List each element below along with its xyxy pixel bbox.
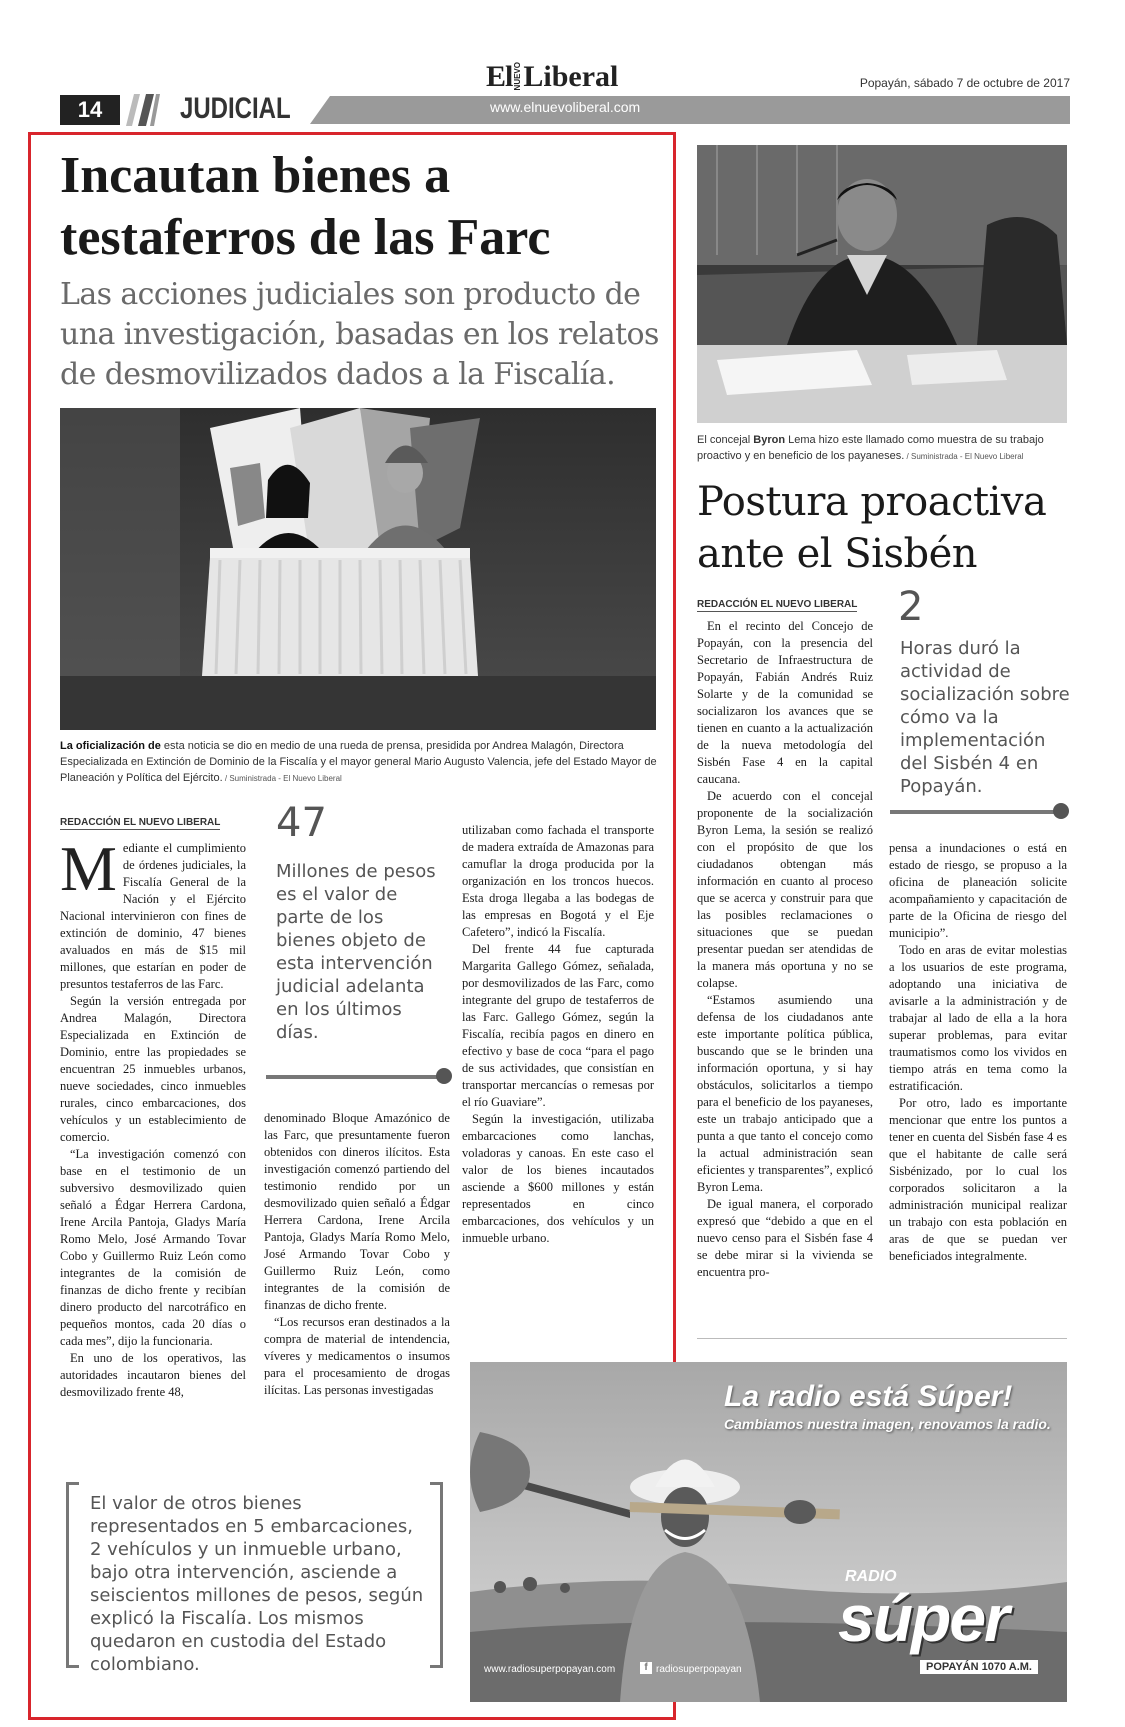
paragraph: “Estamos asumiendo una defensa de los ciudadanos ante este importante política pública, buscando que se le brinden una información oportuna, y si hay obstáculos, solicitarlos a tiempo para el beneficio de los payaneses, este un trabajo anticipado que a punta a que tanto el concejo como la actual administración sean eficientes y transparentes”, explicó Byron Lema.	[697, 993, 873, 1194]
main-subhead: Las acciones judiciales son producto de una investigación, basadas en los relatos de desmovilizados dados a la Fiscalía.	[60, 277, 659, 392]
article-column-2	[264, 1110, 450, 1399]
page-number: 14	[60, 95, 120, 125]
ad-brand: súper	[838, 1581, 1008, 1655]
byline: REDACCIÓN EL NUEVO LIBERAL	[697, 599, 858, 610]
paragraph: denominado Bloque Amazónico de las Farc, que presuntamente fueron obtenidos con dineros ilícitos. Esta investigación comenzó partiendo del testimonio rendido por un desmovilizado quien señaló a Édgar Herrera Cardona, Irene Arcila Pantoja, Gladys María Romo Melo, José Armando Tovar Cobo y Guillermo Ruiz León, como integrantes de la comisión de finanzas de dicho frente.	[264, 1111, 450, 1312]
paragraph: De igual manera, el corporado expresó que “debido a que en el nuevo censo para el Sisbén fase 4 se debe mirar si la vivienda se encuentra pro-	[697, 1197, 873, 1279]
stat-dot-icon	[436, 1068, 452, 1084]
ad-city: POPAYÁN 1070 A.M.	[920, 1660, 1038, 1674]
stat-dot-icon	[1053, 803, 1069, 819]
ad-divider	[697, 1338, 1067, 1339]
dateline: Popayán, sábado 7 de octubre de 2017	[859, 76, 1070, 90]
press-conference-photo	[60, 408, 656, 730]
stat-number-2: 2	[898, 584, 924, 630]
drop-cap: M	[60, 833, 117, 904]
ad-facebook[interactable]: radiosuperpopayan	[656, 1664, 742, 1675]
ad-subtitle: Cambiamos nuestra imagen, renovamos la radio.	[724, 1416, 1051, 1432]
caption-pre: El concejal	[697, 434, 754, 446]
website-link[interactable]: www.elnuevoliberal.com	[490, 99, 641, 115]
paragraph: De acuerdo con el concejal proponente de la socialización Byron Lema, la sesión se realizó con el propósito de que los ciudadanos obtengan más información en cuanto al proceso que se acerca y construir para que las posibles reclamaciones o situaciones que se puedan presentar puedan ser atendidas de la manera más oportuna y no se colapse.	[697, 789, 873, 990]
paragraph: Todo en aras de evitar molestias a los usuarios de este programa, adoptando una iniciativa de avisarle a la administración y de trabajar al lado de ella a la hora superar problemas, para evitar traumatismos como los vividos en tiempo atrás en tema como la estratificación.	[889, 943, 1067, 1093]
paragraph: En el recinto del Concejo de Popayán, con la presencia del Secretario de Infraestructura de Popayán, Fabián Andrés Ruiz Solarte y de la comunidad se socializaron los avances que se tienen en cuanto a la actualización de la nueva metodología del Sisbén Fase 4 en la capital caucana.	[697, 619, 873, 786]
byline: REDACCIÓN EL NUEVO LIBERAL	[60, 817, 221, 828]
photo-caption-2	[697, 432, 1072, 465]
paragraph: En uno de los operativos, las autoridades incautaron bienes del desmovilizado frente 48,	[60, 1351, 246, 1399]
ad-brand-small: RADIO	[845, 1568, 897, 1585]
facebook-icon[interactable]: f	[640, 1662, 652, 1674]
stat-number: 47	[276, 800, 327, 846]
photo-caption	[60, 738, 660, 787]
section-title: JUDICIAL	[180, 92, 291, 125]
ad-url[interactable]: www.radiosuperpopayan.com	[484, 1664, 616, 1675]
article-column-3	[462, 822, 654, 1247]
article-column-5	[889, 840, 1067, 1265]
quote-bracket-left	[66, 1482, 79, 1668]
byline-wrap	[60, 810, 220, 830]
stat-text-2: Horas duró la actividad de socialización sobre cómo va la implementación del Sisbén 4 en Popayán.	[900, 638, 1070, 797]
paragraph: Según la versión entregada por Andrea Malagón, Directora Especializada en Extinción de Dominio, entre las propiedades se encuentran 25 inmuebles urbanos, nueve sociedades, cinco inmuebles rurales, cinco embarcaciones, dos vehículos y un establecimiento de comercio.	[60, 994, 246, 1144]
article-column-1	[60, 833, 246, 1401]
paragraph: utilizaban como fachada el transporte de madera extraída de Amazonas para camuflar la droga producida por la organización en los troncos huecos. Esta droga llegaba a las bodegas de las empresas en Bogotá y el Eje Cafetero”, indicó la Fiscalía.	[462, 823, 654, 939]
headline-2: Postura proactiva ante el Sisbén	[697, 479, 1047, 577]
byline-wrap-2	[697, 592, 857, 612]
caption-bold: Byron	[753, 434, 786, 446]
section-slash-icon	[120, 92, 170, 128]
caption-credit: / Suministrada - El Nuevo Liberal	[904, 452, 1024, 461]
paragraph: pensa a inundaciones o está en estado de riesgo, se propuso a la oficina de planeación solicite acompañamiento y capacitación de parte de la Oficina de riesgo del municipio”.	[889, 841, 1067, 940]
stat-divider-2	[890, 810, 1055, 814]
header-bar-notch	[310, 96, 330, 124]
paragraph: Por otro, lado es importante mencionar que entre los puntos a tener en cuenta del Sisbén fase 4 es que el habitante de calle será Sisbénizado, por lo cual los corporados solicitaron a la administración municipal realizar un trabajo con esta población en aras de que se puedan ver beneficiados integralmente.	[889, 1096, 1067, 1263]
paragraph: “Los recursos eran destinados a la compra de material de intendencia, víveres y medicamentos o insumos para el procesamiento de drogas ilícitas. Las personas investigadas	[264, 1315, 450, 1397]
pull-quote: El valor de otros bienes representados en 5 embarcaciones, 2 vehículos y un inmueble urbano, bajo otra intervención, asciende a seiscientos millones de pesos, según explicó la Fiscalía. Los mismos quedaron en custodia del Estado colombiano.	[90, 1493, 424, 1675]
caption-bold: La oficialización de	[60, 740, 161, 752]
paragraph: ediante el cumplimiento de órdenes judiciales, la Fiscalía General de la Nación y el Ejército Nacional intervinieron con fines de extinción de dominio, 47 bienes avaluados en más de $15 mil millones, que estarían en poder de presuntos testaferros de las Farc.	[60, 841, 246, 991]
stat-text: Millones de pesos es el valor de parte de los bienes objeto de esta intervención judicial adelanta en los últimos días.	[276, 861, 436, 1043]
article-column-4	[697, 618, 873, 1281]
stat-divider	[266, 1075, 441, 1079]
logo-liberal: Liberal	[523, 60, 619, 93]
ad-title: La radio está Súper!	[724, 1380, 1013, 1413]
councilman-photo	[697, 145, 1067, 423]
logo-el: El	[486, 60, 513, 93]
main-headline: Incautan bienes a testaferros de las Farc	[60, 147, 551, 266]
paragraph: Según la investigación, utilizaba embarcaciones como lanchas, voladoras y canoas. En este caso el valor de los bienes incautados asciende a $600 millones y están representados en cinco embarcaciones, dos vehículos y un inmueble urbano.	[462, 1112, 654, 1245]
caption-text: esta noticia se dio en medio de una rueda de prensa, presidida por Andrea Malagón, Directora Especializada en Extinción de Dominio de la Fiscalía y el mayor general Mario Augusto Valencia, jefe del Estado Mayor de Planeación y Política del Ejército.	[60, 740, 657, 784]
logo-nuevo: NUEVO	[513, 61, 523, 90]
caption-text: Lema hizo este llamado como muestra de su trabajo proactivo y en beneficio de los payaneses.	[697, 434, 1044, 462]
caption-credit: / Suministrada - El Nuevo Liberal	[222, 774, 342, 783]
paragraph: Del frente 44 fue capturada Margarita Gallego Gómez, señalada, por desmovilizados de las Farc, como integrante del grupo de testaferros de las Farc. Gallego Gómez, según la Fiscalía, recibía pagos en dinero en efectivo y base de coca “para el pago de sus actividades, que consistían en transportar mercancías o remesas por el río Guaviare”.	[462, 942, 654, 1109]
paragraph: “La investigación comenzó con base en el testimonio de un subversivo desmovilizado quien señaló a Édgar Herrera Cardona, Irene Arcila Pantoja, Gladys María Romo Melo, José Armando Tovar Cobo y Guillermo Ruiz León como integrantes de la comisión de finanzas de dicho frente y recibían dinero producto del narcotráfico en pequeños montos, cada 20 días o cada mes”, dijo la funcionaria.	[60, 1147, 246, 1348]
quote-bracket-right	[430, 1482, 443, 1668]
newspaper-logo	[486, 58, 618, 94]
